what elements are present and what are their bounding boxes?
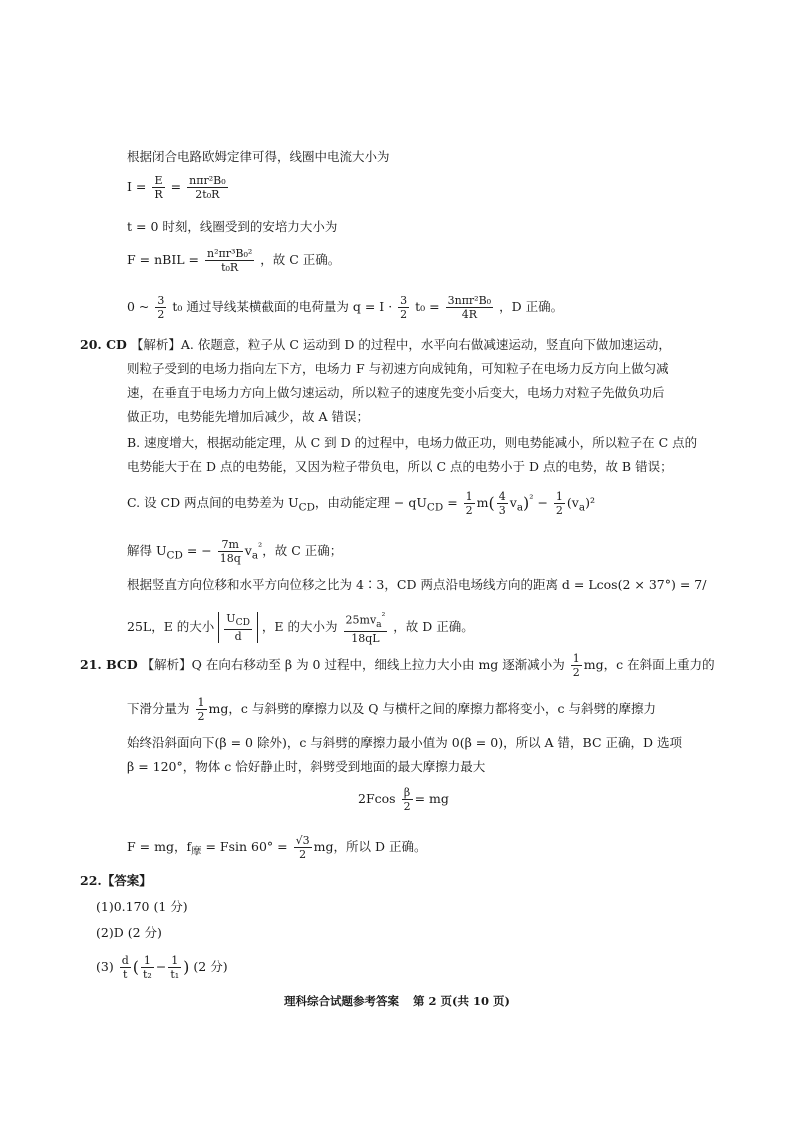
q19-charge-formula: 0 ~ $\frac{3}{2}$ t₀ 通过导线某横截面的电荷量为 q = I · $\frac{3}{2}$ t₀ = $\frac{\text{3nπr²B₀}}{4R}$ ，D 正确。 (127, 294, 564, 321)
fraction: $\frac{√3}{2}$ (295, 834, 310, 861)
fraction: $\frac{\text{n²πr³B₀²}}{\text{t₀R}}$ (207, 247, 253, 274)
fraction: $\frac{7m}{18q}$ (219, 538, 241, 566)
q22-answer-1: (1)0.170 (1 分) (96, 899, 188, 914)
fraction: $\frac{\beta}{2}$ (403, 786, 411, 813)
q20-paragraph-a-line-3: 速，在垂直于电场力方向上做匀速运动，所以粒子的速度先变小后变大，电场力对粒子先做负功后 (127, 385, 665, 400)
footer-title: 理科综合试题参考答案 (284, 994, 400, 1008)
q20-paragraph-a-line-1: 20. CD 【解析】A. 依题意，粒子从 C 运动到 D 的过程中，水平向右做减速运动，竖直向下做加速运动， (80, 337, 671, 352)
q21-line-6: F = mg，$f_摩 = Fsin$ 60° = $\frac{√3}{2}$ mg，所以 D 正确。 (127, 834, 427, 861)
q21-line-3: 始终沿斜面向下(β = 0 除外)，c 与斜劈的摩擦力最小值为 0(β = 0)，所以 A 错，BC 正确，D 选项 (127, 735, 683, 750)
question-number: 20. CD (80, 337, 127, 352)
q21-equation: 2Fcos $\frac{\beta}{2}$ = mg (358, 786, 449, 813)
q20-paragraph-b-line-2: 电势能大于在 D 点的电势能，又因为粒子带负电，所以 C 点的电势小于 D 点的电势，故 B 错误； (127, 459, 673, 474)
fraction: $\frac{\text{nπr²B₀}}{\text{2t₀R}}$ (189, 174, 226, 201)
fraction: $\frac{\text{3nπr²B₀}}{4R}$ (447, 294, 492, 321)
q20-result-ucd: 解得 $U_{CD}$ = − $\frac{7m}{18q}$ $v_a^{^2}$，故 C 正确； (127, 538, 343, 566)
fraction: $\frac{E}{R}$ (154, 174, 163, 201)
absolute-value (218, 612, 258, 643)
page-number: 第 2 页(共 10 页) (413, 994, 510, 1008)
page-footer (0, 993, 794, 1009)
q20-paragraph-b-line-1: B. 速度增大，根据动能定理，从 C 到 D 的过程中，电场力做正功，则电势能减小，所以粒子在 C 点的 (127, 435, 698, 450)
question-number: 22.【答案】 (80, 873, 152, 888)
fraction: $\frac{1}{2}$ (572, 652, 580, 679)
fraction: $\frac{4}{3}$ (498, 490, 506, 518)
q19-line-current: 根据闭合电路欧姆定律可得，线圈中电流大小为 (127, 149, 390, 164)
q21-line-4: β = 120°，物体 c 恰好静止时，斜劈受到地面的最大摩擦力最大 (127, 759, 486, 774)
fraction: $\frac{d}{t}$ (121, 954, 129, 981)
q20-paragraph-d-line-2: 25L，E 的大小 $\frac{U_{CD}}{d}$ ，E 的大小为 $\frac{25mv_a^{^2}}{18qL}$ ，故 D 正确。 (127, 611, 474, 645)
q22-answer-3: (3) $\frac{d}{t}$ ( $\frac{1}{\text{t₂}}$ − $\frac{1}{\text{t₁}}$ ) (2 分) (96, 954, 228, 981)
fraction: $\frac{1}{2}$ (197, 696, 205, 723)
q19-line-force: t = 0 时刻，线圈受到的安培力大小为 (127, 219, 338, 234)
fraction: $\frac{1}{\text{t₁}}$ (170, 954, 180, 981)
q20-paragraph-d-line-1: 根据竖直方向位移和水平方向位移之比为 4∶3，CD 两点沿电场线方向的距离 d = Lcos(2 × 37°) = 7/ (127, 577, 707, 592)
q21-line-2: 下滑分量为 $\frac{1}{2}$ mg，c 与斜劈的摩擦力以及 Q 与横杆之间的摩擦力都将变小，c 与斜劈的摩擦力 (127, 696, 656, 723)
q21-line-1: 21. BCD 【解析】Q 在向右移动至 β 为 0 过程中，细线上拉力大小由 mg 逐渐减小为 $\frac{1}{2}$ mg，c 在斜面上重力的 (80, 652, 715, 679)
fraction: $\frac{U_{CD}}{d}$ (226, 611, 250, 644)
fraction: $\frac{1}{\text{t₂}}$ (143, 954, 152, 981)
q20-paragraph-a-line-4: 做正功，电势能先增加后减少，故 A 错误； (127, 409, 369, 424)
q22-answer-2: (2)D (2 分) (96, 925, 162, 940)
q20-paragraph-c-formula: C. 设 CD 两点间的电势差为 $U_{CD}$，由动能定理 − $qU_{CD}$ = $\frac{1}{2}$ m( $\frac{4}{3}$ $v_a)^{^2}$ − $\frac{1}{2}$ $(v_a)^2$ (127, 490, 595, 518)
fraction: $\frac{3}{2}$ (157, 294, 165, 321)
fraction: $\frac{3}{2}$ (400, 294, 408, 321)
question-number: 21. BCD (80, 657, 138, 672)
q20-paragraph-a-line-2: 则粒子受到的电场力指向左下方，电场力 F 与初速方向成钝角，可知粒子在电场力反方向上做匀减 (127, 361, 669, 376)
fraction: $\frac{1}{2}$ (465, 490, 473, 518)
q19-current-formula: I = $\frac{E}{R}$ = $\frac{\text{nπr²B₀}}{\text{2t₀R}}$ (127, 174, 226, 201)
fraction: $\frac{1}{2}$ (555, 490, 563, 518)
fraction: $\frac{25mv_a^{^2}}{18qL}$ (345, 611, 386, 645)
q19-force-formula: F = nBIL = $\frac{\text{n²πr³B₀²}}{\text{t₀R}}$ ，故 C 正确。 (127, 247, 341, 274)
q22-heading (80, 872, 152, 890)
